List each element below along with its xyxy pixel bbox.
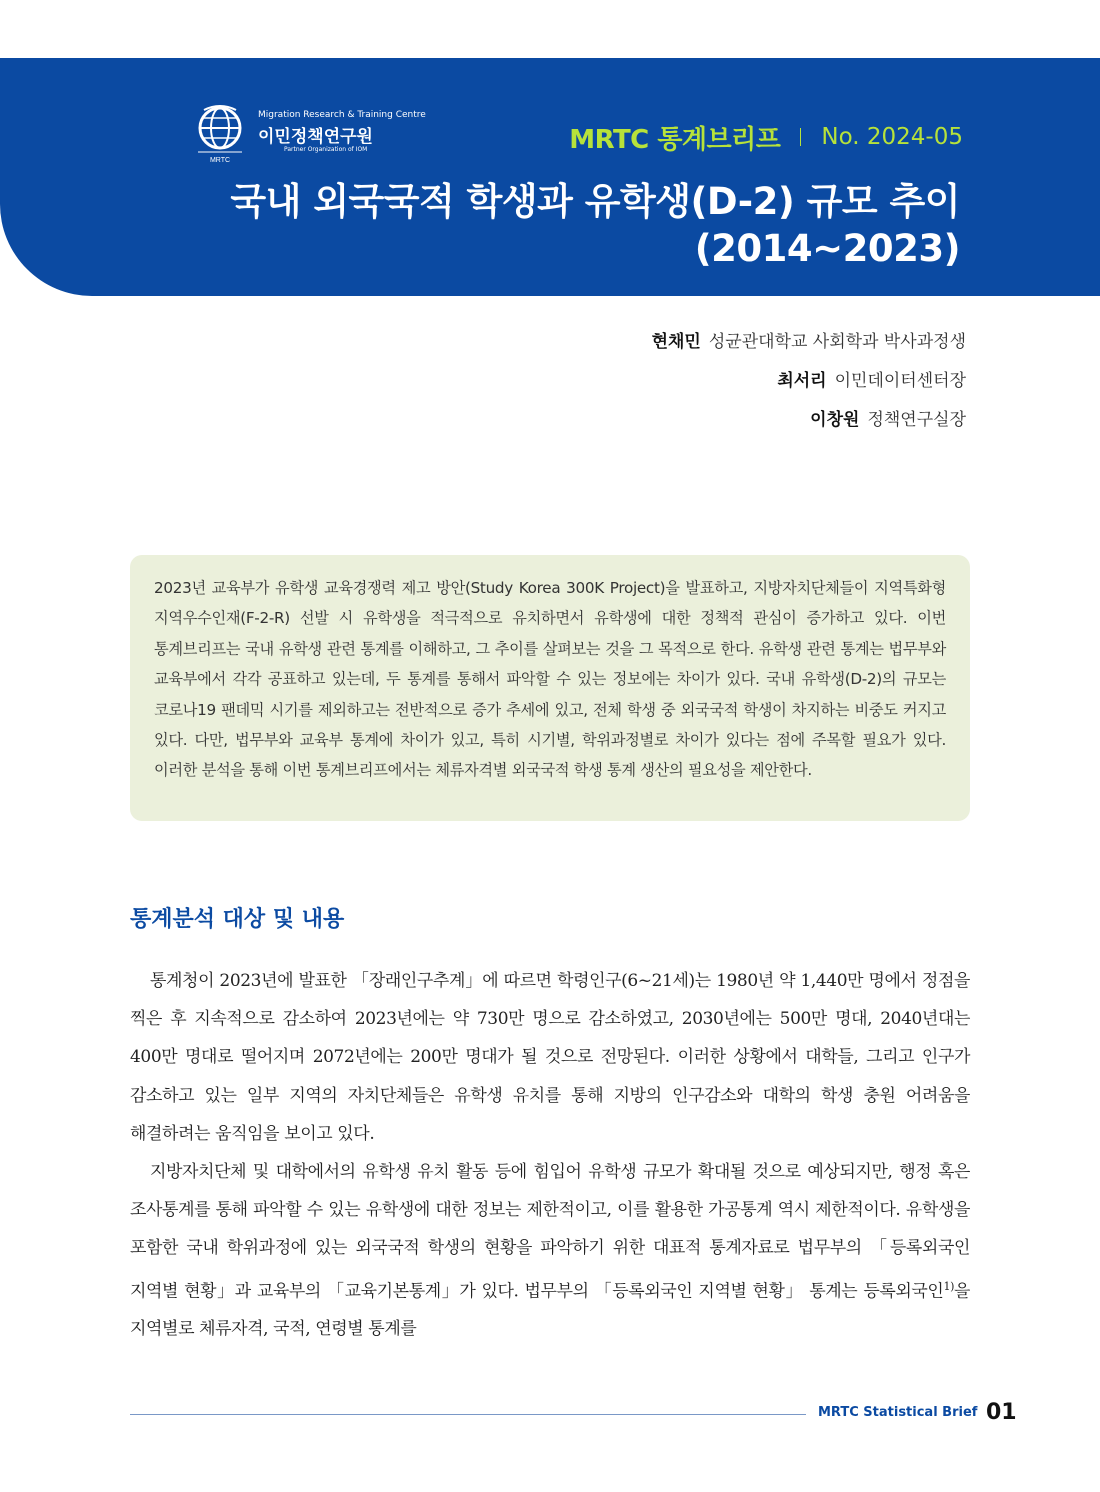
summary-text: 2023년 교육부가 유학생 교육경쟁력 제고 방안(Study Korea 300K Project)을 발표하고, 지방자치단체들이 지역특화형 지역우수인재(F-2-R) 선발 시 유학생을 적극적으로 유치하면서 유학생에 대한 정책적 관심이 증가하고 있다. 이번 통계브리프는 국내 유학생 관련 통계를 이해하고, 그 추이를 살펴보는 것을 그 목적으로 한다. 유학생 관련 통계는 법무부와 교육부에서 각각 공표하고 있는데, 두 통계를 통해서 파악할 수 있는 정보에는 차이가 있다. 국내 유학생(D-2)의 규모는 코로나19 팬데믹 시기를 제외하고는 전반적으로 증가 추세에 있고, 전체 학생 중 외국국적 학생이 차지하는 비중도 커지고 있다. 다만, 법무부와 교육부 통계에 차이가 있고, 특히 시기별, 학위과정별로 차이가 있다는 점에 주목할 필요가 있다. 이러한 분석을 통해 이번 통계브리프에서는 체류자격별 외국국적 학생 통계 생산의 필요성을 제안한다.	[154, 579, 946, 780]
author-name: 이창원	[810, 410, 860, 430]
logo-english-name: Migration Research & Training Centre	[258, 110, 426, 120]
title-line-2: (2014~2023)	[694, 227, 960, 270]
body-text	[130, 962, 970, 1349]
author-role: 이민데이터센터장	[834, 371, 966, 391]
brief-divider	[800, 128, 801, 146]
mrtc-logo	[192, 104, 426, 164]
author-item	[652, 371, 966, 391]
logo-partner-text: Partner Organization of IOM	[284, 146, 368, 153]
author-role: 성균관대학교 사회학과 박사과정생	[708, 332, 966, 352]
author-item	[652, 332, 966, 352]
body-paragraph-1: 통계청이 2023년에 발표한 「장래인구추계」에 따르면 학령인구(6~21세)는 1980년 약 1,440만 명에서 정점을 찍은 후 지속적으로 감소하여 2023년에는 약 730만 명으로 감소하였고, 2030년에는 500만 명대, 2040년대는 400만 명대로 떨어지며 2072년에는 200만 명대가 될 것으로 전망된다. 이러한 상황에서 대학들, 그리고 인구가 감소하고 있는 일부 지역의 자치단체들은 유학생 유치를 통해 지방의 인구감소와 대학의 학생 충원 어려움을 해결하려는 움직임을 보이고 있다.	[130, 971, 970, 1144]
author-role: 정책연구실장	[867, 410, 966, 430]
author-list	[652, 332, 966, 449]
page-number: 01	[986, 1400, 1017, 1425]
paragraph-2-continuation: 을 지역별로 체류자격, 국적, 연령별 통계를	[130, 1281, 970, 1340]
paragraph-2-text: 지방자치단체 및 대학에서의 유학생 유치 활동 등에 힘입어 유학생 규모가 확대될 것으로 예상되지만, 행정 혹은 조사통계를 통해 파악할 수 있는 유학생에 대한 정보는 제한적이고, 이를 활용한 가공통계 역시 제한적이다. 유학생을 포함한 국내 학위과정에 있는 외국국적 학생의 현황을 파악하기 위한 대표적 통계자료로 법무부의 「등록외국인 지역별 현황」과 교육부의 「교육기본통계」가 있다. 법무부의 「등록외국인 지역별 현황」 통계는 등록외국인	[130, 1162, 971, 1302]
section-heading: 통계분석 대상 및 내용	[130, 907, 345, 932]
footnote-ref[interactable]: 1)	[943, 1279, 954, 1293]
brief-number: No. 2024-05	[821, 124, 963, 150]
summary-box	[130, 555, 970, 821]
body-paragraph-2	[130, 1153, 970, 1349]
title-line-1: 국내 외국국적 학생과 유학생(D-2) 규모 추이	[230, 180, 960, 223]
logo-korean-name: 이민정책연구원	[258, 127, 373, 147]
globe-emblem-icon	[192, 104, 248, 164]
footer-label: MRTC Statistical Brief	[818, 1405, 978, 1420]
author-name: 최서리	[777, 371, 827, 391]
brief-series	[569, 122, 963, 155]
brief-name: MRTC 통계브리프	[569, 124, 781, 155]
footer-divider	[130, 1414, 806, 1415]
author-name: 현채민	[651, 332, 701, 352]
page-title	[140, 178, 960, 272]
logo-abbr: MRTC	[209, 157, 231, 164]
author-item	[652, 410, 966, 430]
